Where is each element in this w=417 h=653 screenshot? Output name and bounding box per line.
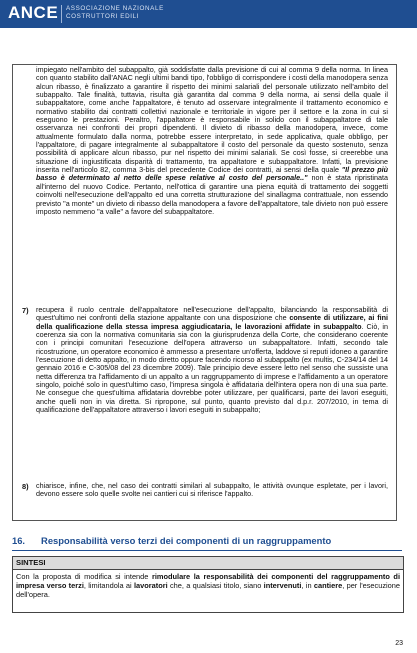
section-title-text: Responsabilità verso terzi dei componenti di un raggruppamento: [41, 535, 332, 546]
sintesi-heading: SINTESI: [13, 557, 403, 570]
section-title: [12, 535, 402, 546]
paragraph-text-1: impiegato nell'ambito del subappalto, già soddisfatte dalla previsione di cui al comma 9 della norma. In linea con quanto stabilito dall'ANAC negli ultimi bandi tipo, l'obbligo di corrispondere i costi della manodopera senza alcun ribasso, è finalizzato a garantire il rispetto dei minimi salariali del personale utilizzato nell'ambito del subappalto. Tale finalità, tuttavia, risulta già garantita dal comma 9 della norma, ai sensi della quale il subappaltatore, come anche l'appaltatore, è tenuto ad osservare integralmente il trattamento economico e normativo stabilito dai contratti collettivi nazionale e territoriale in vigore per il settore e la zona in cui si eseguono le prestazioni. Peraltro, l'appaltatore è responsabile in solido con il subappaltatore di tale osservanza nei confronti dei propri dipendenti. Il divieto di ribasso della manodopera, invece, come attualmente formulato dalla norma, potrebbe essere interpretato, in sede applicativa, quale obbligo, per l'appaltatore, di pagare integralmente al subappaltatore il costo del personale da questo sostenuto, senza possibilità di applicare alcun ribasso, pur nel rispetto dei minimi salariali. Se così fosse, si creerebbe una situazione di ingiustificata disparità di trattamento, tra appaltatore e subappaltatore. Infatti, la previsione inserita nell'articolo 82, comma 3-bis del precedente Codice dei contratti, ai sensi della quale: [36, 65, 388, 175]
item-8-number: 8): [22, 482, 29, 491]
paragraph-text-2: non è stata ripristinata all'interno del nuovo Codice. Pertanto, nell'ottica di garantire una piena equità di trattamento dei soggetti coinvolti nell'esecuzione dell'appalto ed una corretta strutturazione del sinallagma contrattuale, non essendo previsto "a monte" un divieto di ribasso della manodopera a favore dell'appaltatore, tale divieto non può essere imposto nemmeno "a valle" a favore del subappaltatore.: [36, 173, 388, 216]
sintesi-text-4: , in: [301, 581, 314, 590]
header-bar: [0, 0, 417, 28]
sintesi-bold-1: rimodulare la responsabilità dei componenti del raggruppamento di impresa verso terzi: [16, 572, 400, 590]
sintesi-text-1: Con la proposta di modifica si intende: [16, 572, 152, 581]
ance-logo: ANCE: [8, 3, 59, 22]
item-7-bold: consente di utilizzare, ai fini della qualificazione della stessa impresa aggiudicataria, le lavorazioni affidate in subappalto: [36, 313, 388, 331]
sintesi-text-2: , limitandola ai: [83, 581, 134, 590]
section-rule: [12, 550, 402, 551]
sintesi-box: [12, 556, 404, 613]
sintesi-bold-3: intervenuti: [263, 581, 302, 590]
section-number: 16.: [12, 535, 26, 546]
association-line-2: COSTRUTTORI EDILI: [66, 13, 140, 20]
association-line-1: ASSOCIAZIONE NAZIONALE: [66, 5, 164, 12]
sintesi-text-5: , per l'esecuzione dell'opera.: [16, 581, 401, 599]
page-number: 23: [395, 640, 403, 647]
item-7-number: 7): [22, 306, 29, 315]
item-7-text-1: recupera il ruolo centrale dell'appaltatore nell'esecuzione dell'appalto, bilanciando la responsabilità di quest'ultimo nei confronti della stazione appaltante con una disposizione che: [36, 305, 388, 323]
sintesi-bold-4: cantiere: [313, 581, 343, 590]
item-7-text: [36, 306, 388, 414]
sintesi-text-3: che, a qualsiasi titolo, siano: [167, 581, 264, 590]
item-8-text: chiarisce, infine, che, nel caso dei contratti similari al subappalto, le attività ovunque espletate, per i lavori, devono essere solo quelle svolte nei cantieri cui si riferisce l'appalto.: [36, 481, 388, 499]
association-name: [66, 5, 164, 21]
sintesi-bold-2: lavoratori: [133, 581, 168, 590]
item-7-text-2: . Ciò, in coerenza sia con la normativa comunitaria sia con la giurisprudenza della Corte, che considerano coerente con i principi comunitari l'esecuzione dell'opera attraverso un subappaltatore. Infatti, secondo tale ricostruzione, un operatore economico è ammesso a presentare un'offerta, laddove si reputi idoneo a garantire l'esecuzione di detto appalto, in modo diretto oppure facendo ricorso al subappalto (ex multis, C-234/14 del 14 gennaio 2016 e C-305/08 del 23 dicembre 2009). Tale principio deve essere letto nel senso che sussiste una netta differenza tra l'affidamento di un appalto a un raggruppamento di imprese e l'affidamento a un operatore singolo, poiché solo in quest'ultimo caso, l'impresa singola è affidataria dell'intera opera non di una sua parte. Ne consegue che quest'ultima affidataria dovrebbe poter utilizzare, per qualificarsi, parte dei lavori eseguiti, anche quelli non in via diretta. Si ripropone, sul punto, quanto previsto dal d.p.r. 207/2010, in tema di qualificazione dell'appaltatore attraverso i lavori eseguiti in subappalto;: [36, 321, 388, 415]
sintesi-body: [13, 570, 403, 601]
logo-divider: [61, 5, 62, 23]
paragraph-subappalto: [36, 66, 388, 216]
paragraph-quote: "Il prezzo più basso è determinato al netto delle spese relative al costo del personale..": [36, 165, 388, 183]
